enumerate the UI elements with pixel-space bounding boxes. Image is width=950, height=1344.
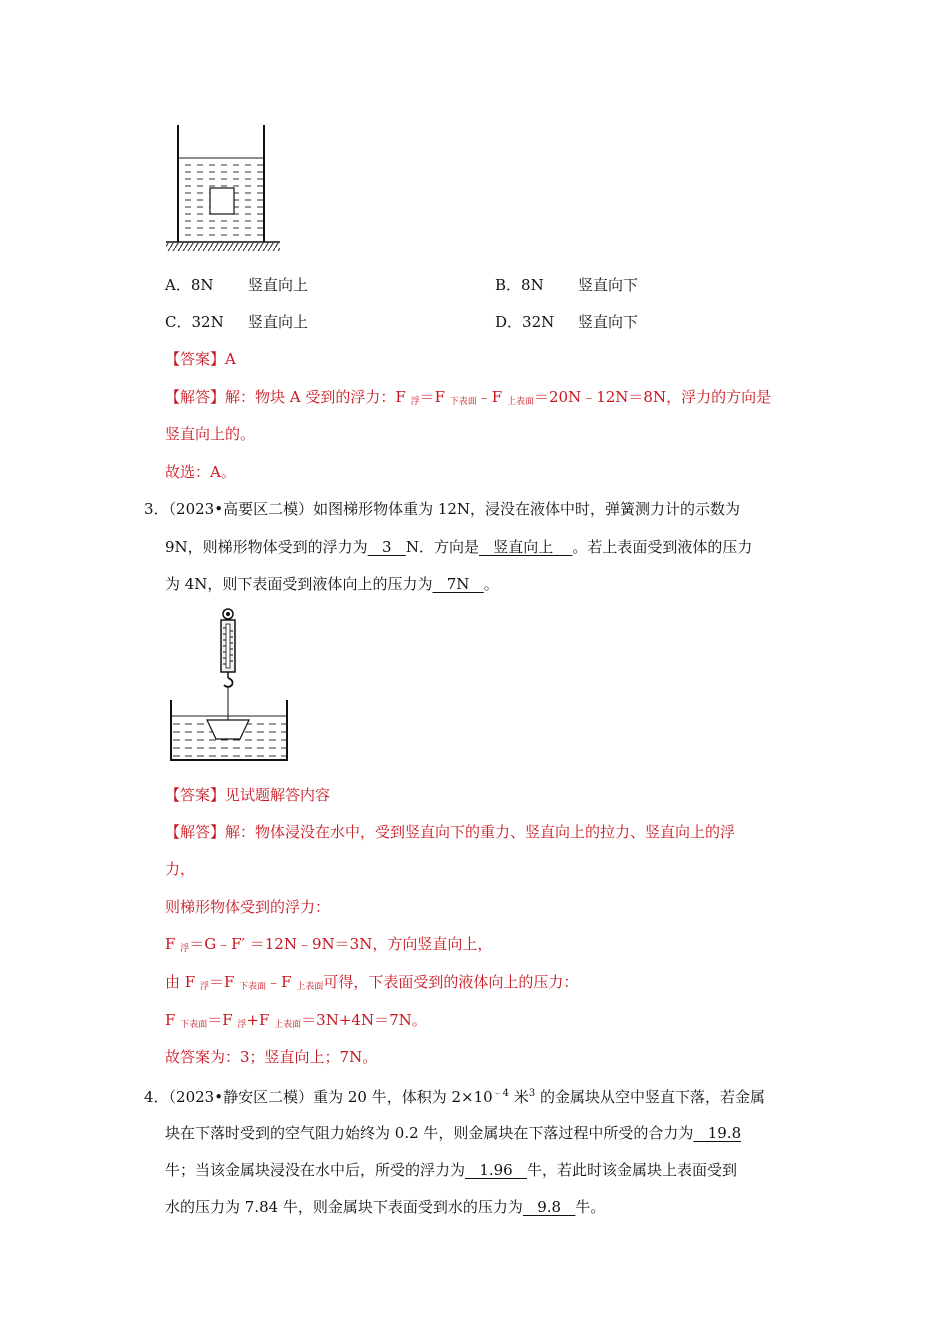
q3-line1: 3．（2023•高要区二模）如图梯形物体重为 12N，浸没在液体中时，弹簧测力计的示数为 [144, 500, 741, 518]
option-c-text: 竖直向上 [248, 313, 309, 331]
q2-choice: 故选：A。 [165, 463, 236, 481]
q4-line2: 块在下落时受到的空气阻力始终为 0.2 牛，则金属块在下落过程中所受的合力为 19.8 [165, 1124, 742, 1142]
q3-analysis-line4: F $_浮$＝G﹣F′ ＝12N﹣9N＝3N，方向竖直向上， [165, 935, 493, 954]
q3-analysis-line3: 则梯形物体受到的浮力： [165, 898, 331, 916]
q3-line2: 9N，则梯形物体受到的浮力为 3 N．方向是 竖直向上 。若上表面受到液体的压力 [165, 538, 753, 556]
q2-analysis-line1: 【解答】解：物块 A 受到的浮力：F $_浮$＝F $_{下表面}$﹣F $_{上表面}$＝20N﹣12N＝8N，浮力的方向是 [165, 388, 772, 407]
analysis-tag: 【解答】 [165, 388, 226, 406]
q4-line4: 水的压力为 7.84 牛，则金属块下表面受到水的压力为 9.8 牛。 [165, 1198, 606, 1216]
spring-scale-figure [160, 608, 295, 768]
blank-net-force: 19.8 [693, 1124, 742, 1142]
q3-analysis-line1: 【解答】解：物体浸没在水中，受到竖直向下的重力、竖直向上的拉力、竖直向上的浮 [165, 823, 736, 841]
option-b-label: B．8N [495, 276, 544, 294]
q4-line3: 牛；当该金属块浸没在水中后，所受的浮力为 1.96 牛，若此时该金属块上表面受到 [165, 1161, 738, 1179]
q2-analysis-line2: 竖直向上的。 [165, 425, 256, 443]
blank-buoyancy-q4: 1.96 [465, 1161, 528, 1179]
option-a-label: A．8N [165, 276, 214, 294]
q2-answer: 【答案】A [165, 350, 236, 368]
option-c-label: C．32N [165, 313, 224, 331]
blank-direction: 竖直向上 [478, 538, 573, 556]
q3-analysis-line2: 力， [165, 860, 196, 878]
q3-analysis-line6: F $_{下表面}$＝F $_浮$+F $_{上表面}$＝3N+4N＝7N。 [165, 1011, 427, 1030]
q3-analysis-line5: 由 F $_浮$＝F $_{下表面}$﹣F $_{上表面}$可得，下表面受到的液体向上的压力： [165, 973, 579, 992]
container-block-figure [160, 120, 290, 255]
analysis-tag: 【解答】 [165, 823, 226, 841]
option-b-text: 竖直向下 [578, 276, 639, 294]
option-d-text: 竖直向下 [578, 313, 639, 331]
blank-buoyancy: 3 [367, 538, 406, 556]
blank-lower-surface-force: 9.8 [522, 1198, 576, 1216]
option-d-label: D．32N [495, 313, 555, 331]
q3-answer: 【答案】见试题解答内容 [165, 786, 331, 804]
option-a-text: 竖直向上 [248, 276, 309, 294]
q4-line1: 4．（2023•静安区二模）重为 20 牛，体积为 $2\times 10^{﹣4}$ 米$^3$ 的金属块从空中竖直下落，若金属 [144, 1088, 765, 1106]
blank-lower-force: 7N [432, 575, 484, 593]
q3-final-answer: 故答案为：3；竖直向上；7N。 [165, 1048, 378, 1066]
q3-line3: 为 4N，则下表面受到液体向上的压力为 7N 。 [165, 575, 499, 593]
